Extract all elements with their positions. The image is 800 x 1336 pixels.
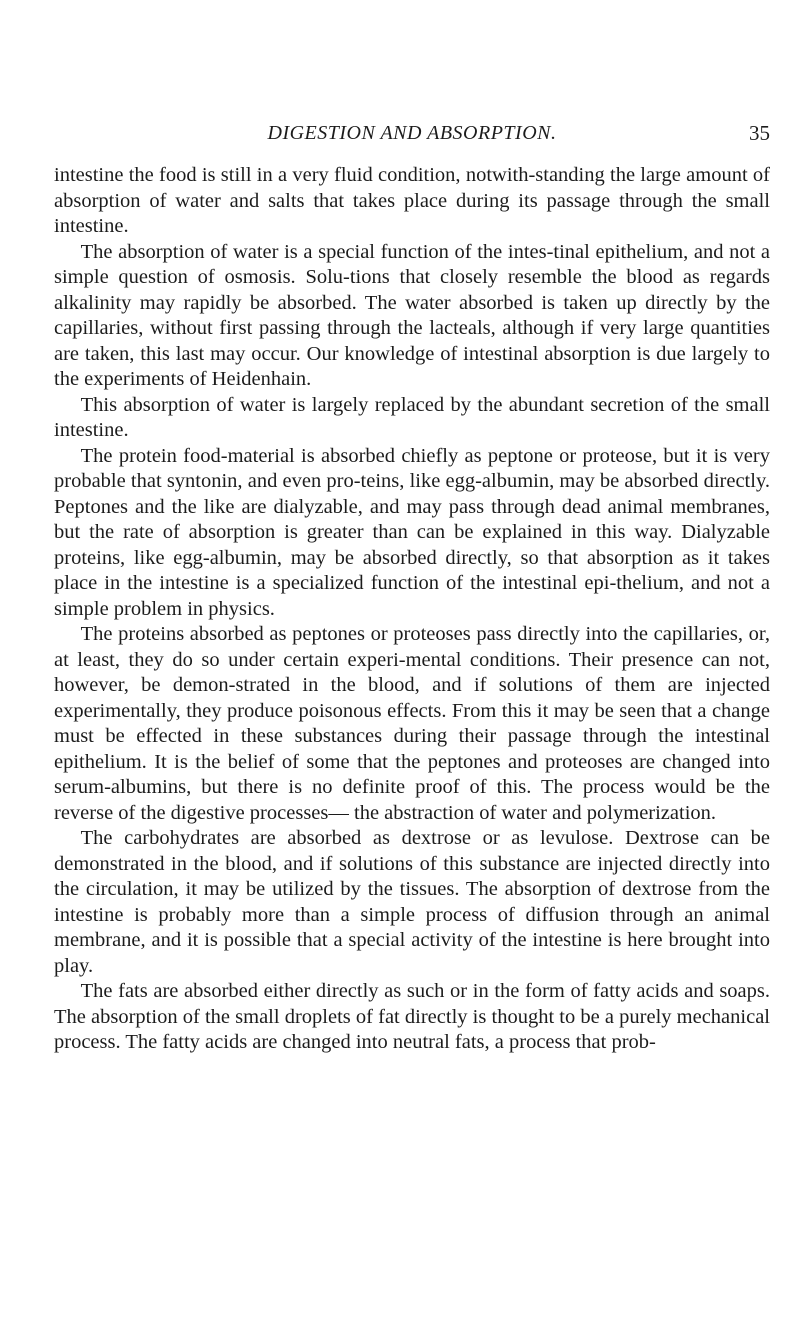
paragraph-fats: The fats are absorbed either directly as such or in the form of fatty acids and soaps. The absorption of the small droplets of fat directly is thought to be a purely mechanical process. The fatty acids are changed into neutral fats, a process that prob-	[54, 980, 770, 1053]
body-text	[54, 163, 770, 1056]
paragraph-carbohydrates: The carbohydrates are absorbed as dextrose or as levulose. Dextrose can be demonstrated in the blood, and if solutions of this substance are injected directly into the circulation, it may be utilized by the tissues. The absorption of dextrose from the intestine is probably more than a simple process of diffusion through an animal membrane, and it is possible that a special activity of the intestine is here brought into play.	[54, 827, 770, 977]
page-number: 35	[749, 121, 770, 145]
running-head-title: DIGESTION AND ABSORPTION.	[267, 122, 557, 144]
running-head	[54, 118, 770, 148]
paragraph-continued: intestine the food is still in a very fluid condition, notwith-standing the large amount of absorption of water and salts that takes place during its passage through the small intestine.	[54, 164, 770, 237]
paragraph-water-absorption: The absorption of water is a special function of the intes-tinal epithelium, and not a simple question of osmosis. Solu-tions that closely resemble the blood as regards alkalinity may rapidly be absorbed. The water absorbed is taken up directly by the capillaries, without first passing through the lacteals, although if very large quantities are taken, this last may occur. Our knowledge of intestinal absorption is due largely to the experiments of Heidenhain.	[54, 240, 770, 390]
paragraph-protein-absorption: The protein food-material is absorbed chiefly as peptone or proteose, but it is very probable that syntonin, and even pro-teins, like egg-albumin, may be absorbed directly. Peptones and the like are dialyzable, and may pass through dead animal membranes, but the rate of absorption is greater than can be explained in this way. Dialyzable proteins, like egg-albumin, may be absorbed directly, so that absorption as it takes place in the intestine is a specialized function of the intestinal epi-thelium, and not a simple problem in physics.	[54, 444, 770, 620]
paragraph-peptones: The proteins absorbed as peptones or proteoses pass directly into the capillaries, or, at least, they do so under certain experi-mental conditions. Their presence can not, however, be demon-strated in the blood, and if solutions of them are injected experimentally, they produce poisonous effects. From this it may be seen that a change must be effected in these substances during their passage through the intestinal epithelium. It is the belief of some that the peptones and proteoses are changed into serum-albumins, but there is no definite proof of this. The process would be the reverse of the digestive processes— the abstraction of water and polymerization.	[54, 623, 770, 824]
paragraph-water-replacement: This absorption of water is largely replaced by the abundant secretion of the small intestine.	[54, 393, 770, 441]
